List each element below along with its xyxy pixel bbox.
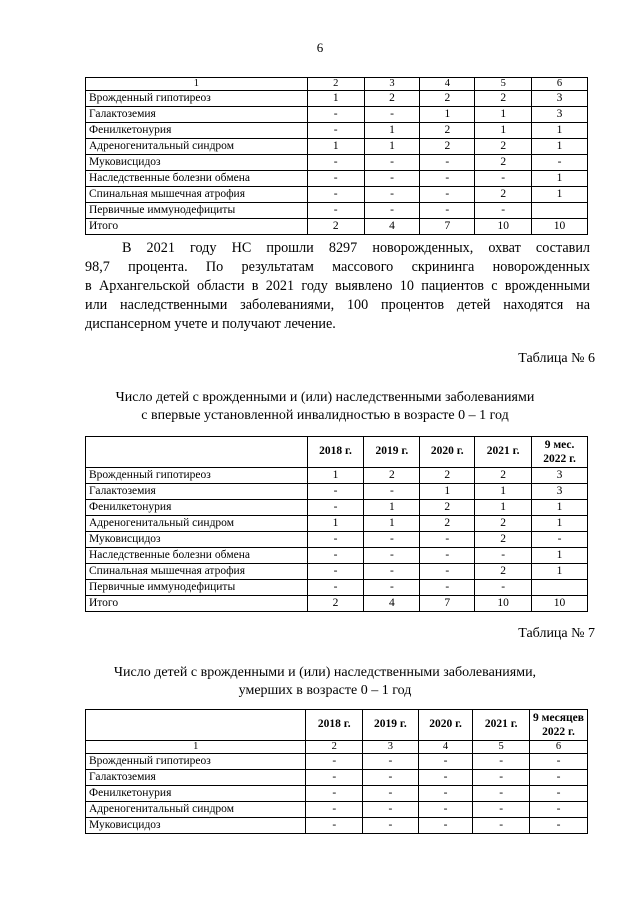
table-cell: - <box>307 171 364 187</box>
table-row <box>86 516 588 532</box>
column-number: 2 <box>307 78 364 91</box>
table-cell: - <box>307 580 364 596</box>
table-cell: 1 <box>532 171 588 187</box>
column-number: 6 <box>532 78 588 91</box>
table-header-row <box>86 437 588 468</box>
table-row <box>86 596 588 612</box>
row-label: Фенилкетонурия <box>86 500 308 516</box>
table-row <box>86 155 588 171</box>
table-cell: 1 <box>364 516 420 532</box>
column-number: 3 <box>363 741 419 754</box>
table-cell: 1 <box>420 484 475 500</box>
table-cell: 1 <box>307 139 364 155</box>
table-row <box>86 187 588 203</box>
row-label: Наследственные болезни обмена <box>86 171 308 187</box>
table-cell: - <box>364 548 420 564</box>
table-row <box>86 564 588 580</box>
table-cell: 2 <box>475 532 532 548</box>
table-cell: - <box>418 802 473 818</box>
row-label: Муковисцидоз <box>86 155 308 171</box>
table-cell: 4 <box>364 219 420 235</box>
table-cell: - <box>420 155 475 171</box>
table-cell: - <box>364 107 420 123</box>
paragraph-line: 98,7 процента. По результатам массового скрининга новорожденных <box>85 259 590 275</box>
column-number: 1 <box>86 78 308 91</box>
table-cell: 2 <box>475 187 532 203</box>
table-continuation <box>85 77 588 235</box>
table-cell: - <box>307 500 364 516</box>
table-cell: - <box>418 770 473 786</box>
row-label: Фенилкетонурия <box>86 123 308 139</box>
table-cell: - <box>475 548 532 564</box>
table-cell: - <box>363 770 419 786</box>
row-label: Адреногенитальный синдром <box>86 139 308 155</box>
table-cell: - <box>475 580 532 596</box>
table-row <box>86 770 588 786</box>
column-header: 2019 г. <box>363 710 419 741</box>
table-cell: 1 <box>475 123 532 139</box>
paragraph-line: В 2021 году НС прошли 8297 новорожденных, охват составил <box>122 240 590 256</box>
table-cell: - <box>529 818 587 834</box>
table-row <box>86 219 588 235</box>
row-label: Спинальная мышечная атрофия <box>86 564 308 580</box>
table-cell: - <box>420 171 475 187</box>
table-row <box>86 107 588 123</box>
table-row <box>86 786 588 802</box>
table-cell: - <box>364 484 420 500</box>
row-label: Галактоземия <box>86 484 308 500</box>
table-cell: 2 <box>307 219 364 235</box>
table-cell: 2 <box>420 516 475 532</box>
table-row <box>86 484 588 500</box>
row-label: Муковисцидоз <box>86 818 306 834</box>
row-label: Фенилкетонурия <box>86 786 306 802</box>
table-cell: 1 <box>475 500 532 516</box>
table-cell: - <box>363 754 419 770</box>
table-cell: 1 <box>420 107 475 123</box>
table-cell: 2 <box>475 516 532 532</box>
table-row <box>86 548 588 564</box>
page-number: 6 <box>316 40 324 55</box>
table-cell: 2 <box>420 123 475 139</box>
caption-line: Число детей с врожденными и (или) наследственными заболеваниями, <box>113 665 537 680</box>
table-cell: 3 <box>532 468 588 484</box>
header-line: 9 мес. <box>544 439 575 451</box>
row-label: Итого <box>86 596 308 612</box>
table-cell: 2 <box>364 91 420 107</box>
table-cell: - <box>473 754 530 770</box>
paragraph-line: или наследственными заболеваниями, 100 процентов детей находятся на <box>85 297 590 313</box>
table-cell: - <box>420 203 475 219</box>
column-header: 2021 г. <box>473 710 530 741</box>
column-header: 2020 г. <box>418 710 473 741</box>
column-number: 1 <box>86 741 306 754</box>
table-cell: 1 <box>532 516 588 532</box>
table-cell: 10 <box>532 596 588 612</box>
table-cell: 1 <box>532 123 588 139</box>
row-label: Галактоземия <box>86 107 308 123</box>
row-label: Врожденный гипотиреоз <box>86 754 306 770</box>
column-header: 2018 г. <box>307 437 364 468</box>
column-number: 5 <box>473 741 530 754</box>
table-cell: - <box>420 580 475 596</box>
table-row <box>86 123 588 139</box>
row-label: Первичные иммунодефициты <box>86 203 308 219</box>
table-cell: 2 <box>475 139 532 155</box>
table-header-blank <box>86 437 308 468</box>
table-cell: - <box>529 786 587 802</box>
table-cell <box>532 580 588 596</box>
table-row <box>86 91 588 107</box>
table-cell: 1 <box>364 123 420 139</box>
table-7 <box>85 709 588 834</box>
table-cell: 7 <box>420 596 475 612</box>
table-cell: 3 <box>532 91 588 107</box>
table-cell: - <box>475 203 532 219</box>
table-column-numbers <box>86 741 588 754</box>
table-cell: - <box>473 770 530 786</box>
body-paragraph <box>85 239 590 334</box>
column-number: 3 <box>364 78 420 91</box>
table-cell: - <box>307 484 364 500</box>
header-line: 2022 г. <box>542 726 575 738</box>
table-cell: 10 <box>532 219 588 235</box>
paragraph-line: диспансерном учете и получают лечение. <box>85 316 336 332</box>
column-number: 6 <box>529 741 587 754</box>
table-cell: - <box>420 548 475 564</box>
table-row <box>86 171 588 187</box>
table-cell: 2 <box>420 468 475 484</box>
table-cell: 1 <box>532 500 588 516</box>
table-cell: 2 <box>420 500 475 516</box>
table-cell: 1 <box>532 564 588 580</box>
table-cell: 2 <box>307 596 364 612</box>
row-label: Первичные иммунодефициты <box>86 580 308 596</box>
paragraph-line: в Архангельской области в 2021 году выявлено 10 пациентов с врожденными <box>85 278 590 294</box>
row-label: Наследственные болезни обмена <box>86 548 308 564</box>
table-cell: - <box>364 155 420 171</box>
table-cell: - <box>418 818 473 834</box>
table-cell: 3 <box>532 107 588 123</box>
table-cell: 4 <box>364 596 420 612</box>
table-cell: 3 <box>532 484 588 500</box>
table-cell: 2 <box>364 468 420 484</box>
table-cell: 1 <box>475 484 532 500</box>
row-label: Итого <box>86 219 308 235</box>
table-cell: - <box>364 171 420 187</box>
table-row <box>86 532 588 548</box>
table-cell: - <box>363 802 419 818</box>
table-cell: - <box>307 107 364 123</box>
table-cell: - <box>306 770 363 786</box>
row-label: Спинальная мышечная атрофия <box>86 187 308 203</box>
table-column-numbers <box>86 78 588 91</box>
table-cell: - <box>364 580 420 596</box>
row-label: Адреногенитальный синдром <box>86 802 306 818</box>
table-cell: - <box>306 802 363 818</box>
table-6-caption <box>60 389 590 425</box>
row-label: Муковисцидоз <box>86 532 308 548</box>
table-cell: - <box>306 754 363 770</box>
table-row <box>86 500 588 516</box>
table-cell: - <box>306 818 363 834</box>
table-row <box>86 139 588 155</box>
column-number: 4 <box>420 78 475 91</box>
table-cell: - <box>473 818 530 834</box>
table-cell: 2 <box>475 468 532 484</box>
table-cell: - <box>420 532 475 548</box>
table-cell: - <box>307 187 364 203</box>
table-row <box>86 468 588 484</box>
table-cell: - <box>420 564 475 580</box>
table-cell: 2 <box>475 91 532 107</box>
table-cell: 1 <box>532 187 588 203</box>
caption-line: с впервые установленной инвалидностью в возрасте 0 – 1 год <box>141 408 509 423</box>
table-cell: 10 <box>475 219 532 235</box>
table-cell: - <box>307 203 364 219</box>
table-cell: - <box>532 155 588 171</box>
table-6 <box>85 436 588 612</box>
table-6-label: Таблица № 6 <box>518 351 595 366</box>
header-line: 9 месяцев <box>532 712 584 724</box>
table-cell: 1 <box>364 139 420 155</box>
column-number: 4 <box>418 741 473 754</box>
table-row <box>86 802 588 818</box>
table-cell: 1 <box>475 107 532 123</box>
row-label: Галактоземия <box>86 770 306 786</box>
caption-line: умерших в возрасте 0 – 1 год <box>238 683 412 698</box>
table-cell: 2 <box>475 155 532 171</box>
table-cell <box>532 203 588 219</box>
table-cell: 1 <box>364 500 420 516</box>
column-header: 2021 г. <box>475 437 532 468</box>
table-header-row <box>86 710 588 741</box>
table-cell: - <box>307 155 364 171</box>
table-cell: - <box>364 532 420 548</box>
table-cell: 1 <box>307 91 364 107</box>
table-cell: 2 <box>420 139 475 155</box>
table-cell: 2 <box>475 564 532 580</box>
column-header <box>532 437 588 468</box>
table-7-caption <box>60 664 590 700</box>
table-cell: - <box>529 802 587 818</box>
column-header: 2020 г. <box>420 437 475 468</box>
table-cell: - <box>532 532 588 548</box>
table-cell: - <box>307 123 364 139</box>
column-header <box>529 710 587 741</box>
table-cell: - <box>420 187 475 203</box>
column-header: 2019 г. <box>364 437 420 468</box>
table-cell: 10 <box>475 596 532 612</box>
column-number: 5 <box>475 78 532 91</box>
table-cell: - <box>473 786 530 802</box>
table-cell: - <box>307 548 364 564</box>
table-cell: - <box>307 564 364 580</box>
table-row <box>86 580 588 596</box>
table-cell: - <box>364 203 420 219</box>
table-cell: 1 <box>307 468 364 484</box>
table-cell: - <box>529 754 587 770</box>
table-cell: - <box>418 786 473 802</box>
header-line: 2022 г. <box>543 453 576 465</box>
row-label: Врожденный гипотиреоз <box>86 468 308 484</box>
table-header-blank <box>86 710 306 741</box>
table-cell: - <box>307 532 364 548</box>
column-number: 2 <box>306 741 363 754</box>
caption-line: Число детей с врожденными и (или) наследственными заболеваниями <box>115 390 535 405</box>
table-cell: - <box>473 802 530 818</box>
table-cell: 1 <box>532 139 588 155</box>
table-cell: 1 <box>307 516 364 532</box>
table-cell: - <box>364 564 420 580</box>
table-cell: 1 <box>532 548 588 564</box>
column-header: 2018 г. <box>306 710 363 741</box>
row-label: Врожденный гипотиреоз <box>86 91 308 107</box>
table-row <box>86 754 588 770</box>
table-cell: - <box>364 187 420 203</box>
table-cell: - <box>363 786 419 802</box>
table-cell: - <box>418 754 473 770</box>
table-cell: - <box>529 770 587 786</box>
table-cell: 7 <box>420 219 475 235</box>
table-row <box>86 818 588 834</box>
table-cell: - <box>475 171 532 187</box>
table-cell: - <box>306 786 363 802</box>
table-cell: - <box>363 818 419 834</box>
table-cell: 2 <box>420 91 475 107</box>
table-row <box>86 203 588 219</box>
table-7-label: Таблица № 7 <box>518 626 595 641</box>
row-label: Адреногенитальный синдром <box>86 516 308 532</box>
